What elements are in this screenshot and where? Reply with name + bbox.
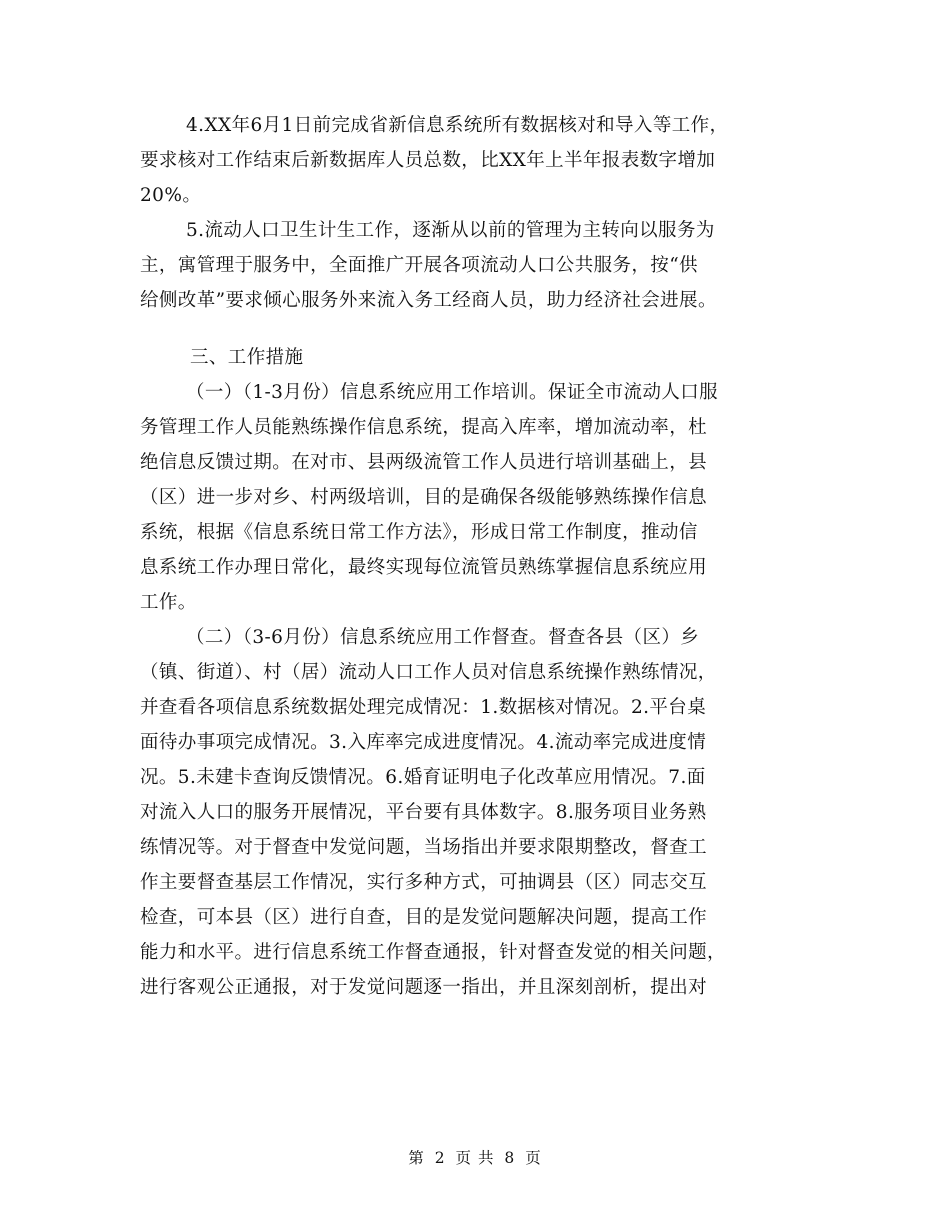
measure-2-line-8: 作主要督查基层工作情况，实行多种方式，可抽调县（区）同志交互 xyxy=(140,872,708,893)
measure-2-line-3: 并查看各项信息系统数据处理完成情况：1.数据核对情况。2.平台桌 xyxy=(140,697,707,718)
measure-2-line-9: 检查，可本县（区）进行自查，目的是发觉问题解决问题，提高工作 xyxy=(140,907,708,928)
measure-2-line-10: 能力和水平。进行信息系统工作督查通报，针对督查发觉的相关问题， xyxy=(140,942,726,963)
measure-1-line-3: 绝信息反馈过期。在对市、县两级流管工作人员进行培训基础上，县 xyxy=(140,452,708,473)
measure-1-line-2: 务管理工作人员能熟练操作信息系统，提高入库率，增加流动率，杜 xyxy=(140,417,708,438)
document-body xyxy=(140,108,816,1005)
paragraph-item-4-line-3: 20%。 xyxy=(140,185,202,206)
measure-2-line-5: 况。5.未建卡查询反馈情况。6.婚育证明电子化改革应用情况。7.面 xyxy=(140,767,706,788)
paragraph-item-4-line-1: 4.XX年6月1日前完成省新信息系统所有数据核对和导入等工作， xyxy=(186,115,729,136)
footer-middle: 页 共 xyxy=(455,1149,495,1167)
measure-1-line-4: （区）进一步对乡、村两级培训，目的是确保各级能够熟练操作信息 xyxy=(140,487,708,508)
total-page-count: 8 xyxy=(504,1149,516,1167)
measure-1-line-1: （一）（1-3月份）信息系统应用工作培训。保证全市流动人口服 xyxy=(186,382,719,403)
measure-2-line-1: （二）（3-6月份）信息系统应用工作督查。督查各县（区）乡 xyxy=(186,627,700,648)
section-gap xyxy=(140,318,816,340)
page-footer xyxy=(0,1147,950,1169)
measure-2-line-2: （镇、街道）、村（居）流动人口工作人员对信息系统操作熟练情况， xyxy=(140,662,717,683)
measure-2-line-11: 进行客观公正通报，对于发觉问题逐一指出，并且深刻剖析，提出对 xyxy=(140,977,708,998)
measure-1-line-5: 系统，根据《信息系统日常工作方法》，形成日常工作制度，推动信 xyxy=(140,522,698,543)
paragraph-item-5-line-1: 5.流动人口卫生计生工作，逐渐从以前的管理为主转向以服务为 xyxy=(186,220,715,241)
footer-prefix: 第 xyxy=(408,1149,425,1167)
measure-1-line-6: 息系统工作办理日常化，最终实现每位流管员熟练掌握信息系统应用 xyxy=(140,557,708,578)
measure-2-line-4: 面待办事项完成情况。3.入库率完成进度情况。4.流动率完成进度情 xyxy=(140,732,707,753)
paragraph-item-5-line-3: 给侧改革”要求倾心服务外来流入务工经商人员，助力经济社会进展。 xyxy=(140,290,717,311)
paragraph-item-4-line-2: 要求核对工作结束后新数据库人员总数，比XX年上半年报表数字增加 xyxy=(140,150,716,171)
measure-1-line-7: 工作。 xyxy=(140,592,197,613)
section-heading-work-measures: 三、工作措施 xyxy=(190,347,304,368)
footer-suffix: 页 xyxy=(525,1149,542,1167)
paragraph-item-5-line-2: 主，寓管理于服务中，全面推广开展各项流动人口公共服务，按“供 xyxy=(140,255,698,276)
measure-2-line-7: 练情况等。对于督查中发觉问题，当场指出并要求限期整改，督查工 xyxy=(140,837,708,858)
current-page-number: 2 xyxy=(434,1149,446,1167)
measure-2-line-6: 对流入人口的服务开展情况，平台要有具体数字。8.服务项目业务熟 xyxy=(140,802,707,823)
